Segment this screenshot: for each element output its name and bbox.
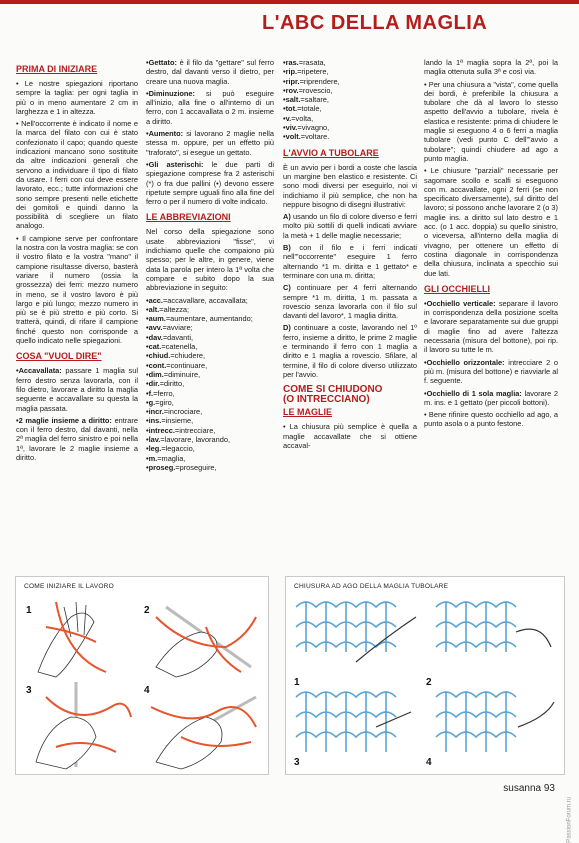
step-1-illustration	[38, 602, 106, 677]
paragraph: •Occhiello di 1 sola maglia: lavorare 2 m. ins. e 1 gettato (per piccoli bottoni).	[424, 388, 558, 407]
step-number: 2	[144, 605, 150, 616]
paragraph: D) continuare a coste, lavorando nel 1º ferro, insieme a diritto, le prime 2 maglie e terminando il ferro con 1 maglia a diritto e 1 maglia a rovescio. Sfilare, al termine, il filo di colore diverso utilizzato per l'avvio.	[283, 323, 417, 379]
step-2-stitches	[436, 602, 551, 652]
paragraph: • Nell'occorrente è indicato il nome e la marca del filato con cui è stato confezionato il capo; quando queste indicazioni mancano sono sostituite da altre indicazioni generali che servono a individuare il tipo di filato da usare. I ferri con cui deve essere lavorato, ecc.; tutte informazioni che sono sempre presenti nelle etichette dei gomitoli e quindi danno la possibilità di scegliere un filato analogo.	[16, 119, 138, 231]
list-item: •cont.=continuare,	[146, 360, 208, 370]
term: •Aumento:	[146, 129, 184, 139]
paragraph: • Il campione serve per confrontare la nostra con la vostra maglia: se con il vostro filato e la vostra "mano" il campione risultasse diverso, basterà variare il numero (ossia la grossezza) dei ferri: mezzo numero in meno, se il vostro lavoro è più largo e più lungo; mezzo numero in più se è più stretto e più corto. Si tratterà, quindi, di rifare il campione finché questo non corrisponde a quello indicato nelle spiegazioni.	[16, 233, 139, 346]
paragraph: • Bene rifinire questo occhiello ad ago, a punto asola o a punto festone.	[424, 410, 558, 429]
paragraph: lando la 1ª maglia sopra la 2ª, poi la maglia ottenuta sulla 3ª e così via.	[424, 58, 558, 77]
diagram-title: COME INIZIARE IL LAVORO	[24, 583, 114, 590]
definition: le due parti di spiegazione comprese fra 2 asterischi (*) o fra due pallini (•) devono essere ripetute sempre uguali fino alla fine del ferro o per il numero di volte indicato.	[146, 159, 275, 207]
page-number: susanna 93	[503, 783, 555, 794]
paragraph: •Occhiello orizzontale: intrecciare 2 o più m. (misura del bottone) e riavviarle al f. seguente.	[424, 357, 558, 386]
section-heading-prima: PRIMA DI INIZIARE	[16, 64, 98, 74]
paragraph: • La chiusura più semplice è quella a maglie accavallate che si ottiene accaval-	[283, 422, 417, 450]
list-item: •leg.=legaccio,	[146, 444, 195, 454]
diagram-title: CHIUSURA AD AGO DELLA MAGLIA TUBOLARE	[294, 583, 449, 590]
list-item: •avv.=avviare;	[146, 323, 193, 333]
definition: si può eseguire all'inizio, alla fine o all'interno di un ferro, con 1 accavallata o 2 m. insieme a diritto.	[146, 88, 274, 126]
step-1-stitches	[296, 602, 416, 662]
list-item: •g.=giro,	[146, 397, 174, 407]
step-number: 3	[294, 757, 300, 768]
paragraph	[16, 416, 138, 462]
paragraph: B) con il filo e i ferri indicati nell'"occorrente" eseguire 1 ferro alternando *1 m. diritta e 1 gettato* e terminare con una m. diritta;	[283, 243, 417, 280]
term: •2 maglie insieme a diritto:	[16, 415, 112, 425]
paragraph	[146, 129, 274, 157]
paragraph: • Le chiusure "parziali" necessarie per sagomare scollo e scalfi si eseguono con m. accavallate, ogni 2 ferri (se non specificato diversamente), sul diritto del lavoro; si possono anche lavorare 2 (o 3) maglie ins. a diritto sul lato destro e 1 acc. (o 1 acc. doppia) su quello sinistro, o viceversa, all'interno della maglia di vivagno, per ottenere un effetto di costina diagonale in corrispondenza della chiusura, inclinata a specchio sui due lati.	[424, 166, 558, 278]
list-item: •ripr.=riprendere,	[283, 76, 340, 86]
list-item: •m.=maglia,	[146, 453, 186, 463]
paragraph: Nel corso della spiegazione sono usate abbreviazioni "fisse", vi indichiamo quelle che compaiono più spesso; per le altre, in genere, viene data la parola per intero la 1ª volta che compare e subito dopo la sua abbreviazione in seguito:	[146, 227, 274, 293]
definition: è il filo da "gettare" sul ferro destro, dal davanti verso il dietro, per creare una nuova maglia.	[146, 58, 274, 86]
step-4-stitches	[436, 692, 554, 752]
list-item: •proseg.=proseguire,	[146, 462, 217, 472]
list-item: •rip.=ripetere,	[283, 67, 329, 77]
step-4-illustration	[151, 697, 256, 769]
term: •Gli asterischi:	[146, 159, 204, 169]
list-item: •viv.=vivagno,	[283, 123, 330, 133]
stitch-illustration	[286, 577, 564, 774]
paragraph: • Le nostre spiegazioni riportano sempre la taglia: per ogni taglia in più o in meno aumentare 2 cm in larghezza e 1 in altezza.	[16, 79, 138, 116]
list-item: •cat.=catenella,	[146, 342, 198, 352]
step-number: 1	[26, 605, 32, 616]
paragraph	[146, 160, 274, 206]
paragraph	[146, 58, 274, 86]
section-heading-chiudono: COME SI CHIUDONO	[283, 384, 383, 396]
list-item: •dim.=diminuire,	[146, 369, 201, 379]
definition: passare 1 maglia sul ferro destro senza lavorarla, con il filo dietro, lavorare a diritto la maglia seguente e accavallare su questa la maglia passata.	[16, 366, 138, 413]
site-watermark: PassionForum.ru	[567, 797, 573, 843]
list-item: •volt.=voltare.	[283, 132, 330, 142]
list-item: •ras.=rasata,	[283, 58, 326, 67]
term: •Gettato:	[146, 58, 177, 67]
term: •Accavallata:	[16, 366, 62, 376]
list-item: •chiud.=chiudere,	[146, 351, 206, 361]
step-2-illustration	[156, 607, 256, 677]
section-heading-occhielli: GLI OCCHIELLI	[424, 283, 490, 294]
column-3	[283, 58, 417, 453]
list-item: •aum.=aumentare, aumentando;	[146, 314, 253, 324]
page-title: L'ABC DELLA MAGLIA	[262, 12, 488, 34]
section-heading-maglie: LE MAGLIE	[283, 407, 332, 418]
column-2	[146, 58, 274, 472]
step-number: 4	[144, 685, 150, 696]
top-accent-bar	[0, 0, 579, 4]
section-heading-abbreviazioni: LE ABBREVIAZIONI	[146, 212, 231, 223]
section-heading-chiudono-2: (O INTRECCIANO)	[283, 394, 370, 406]
list-item: •salt.=saltare,	[283, 95, 329, 105]
list-item: •rov.=rovescio,	[283, 85, 333, 95]
paragraph: È un avvio per i bordi a coste che lascia un margine ben elastico e resistente. Ci sono modi diversi per eseguirlo, noi vi indichiamo il più semplice, che non ha neppure bisogno di disegni illustrativi:	[283, 162, 417, 209]
list-item: •dir.=diritto,	[146, 379, 185, 389]
list-item: •v.=volta,	[283, 113, 314, 123]
list-item: •acc.=accavallare, accavallata;	[146, 295, 248, 305]
step-number: 4	[426, 757, 432, 768]
paragraph: • Per una chiusura a "vista", come quella dei bordi, è preferibile la chiusura a tubolare che dà al lavoro lo stesso aspetto dell'avvio a tubolare, rivela è elastica e resistente: prima di chiudere le maglie si eseguono 4 o 6 ferri a maglia tubolare (vedi punto C dell'"avvio a tubolare"; quindi chiudere ad ago a punto maglia.	[424, 79, 558, 163]
list-item: •tot.=totale,	[283, 104, 322, 114]
diagram-come-iniziare	[15, 576, 269, 775]
step-3-stitches	[296, 692, 411, 752]
paragraph: •Occhiello verticale: separare il lavoro in corrispondenza della posizione scelta e lavorare separatamente sui due gruppi di maglie fino ad avere l'altezza necessaria (misura del bottone), poi rip. il lavoro su tutte le m.	[424, 298, 558, 355]
list-item: •intrecc.=intrecciare,	[146, 425, 216, 435]
paragraph	[146, 89, 274, 126]
section-heading-cosa: COSA "VUOL DIRE"	[16, 351, 102, 362]
hands-illustration	[16, 577, 268, 774]
paragraph: C) continuare per 4 ferri alternando sempre *1 m. diritta, 1 m. passata a rovescio senza lavorarla con il filo sul davanti del lavoro*, 1 maglia diritta.	[283, 283, 417, 321]
page-footer	[503, 783, 573, 843]
list-item: •lav.=lavorare, lavorando,	[146, 434, 231, 444]
step-3-illustration	[36, 682, 131, 769]
step-number: 3	[26, 685, 32, 696]
list-item: •dav.=davanti,	[146, 332, 194, 342]
diagram-chiusura-ago	[285, 576, 565, 775]
abbreviation-list	[146, 296, 274, 473]
abbreviation-list-continued	[283, 58, 417, 142]
section-heading-avvio: L'AVVIO A TUBOLARE	[283, 147, 379, 158]
paragraph	[16, 366, 138, 412]
step-number: 1	[294, 677, 300, 688]
step-number: 2	[426, 677, 432, 688]
column-1	[16, 58, 138, 465]
list-item: •f.=ferro,	[146, 388, 175, 398]
column-4	[424, 58, 558, 432]
term: •Diminuzione:	[146, 88, 195, 98]
paragraph: A) usando un filo di colore diverso e ferri molto più sottili di quelli indicati avviare la metà + 1 delle maglie necessarie;	[283, 212, 417, 240]
definition: si lavorano 2 maglie nella stessa m. oppure, per un effetto più "traforato", si esegue un gettato.	[146, 129, 274, 157]
list-item: •incr.=incrociare,	[146, 407, 203, 417]
list-item: •alt.=altezza;	[146, 304, 190, 314]
list-item: •ins.=insieme,	[146, 416, 194, 426]
definition: entrare con il ferro destro, dal davanti, nella 2ª maglia del ferro sinistro e poi nella 1ª, lavorare le 2 maglie insieme a diritto.	[16, 415, 138, 462]
